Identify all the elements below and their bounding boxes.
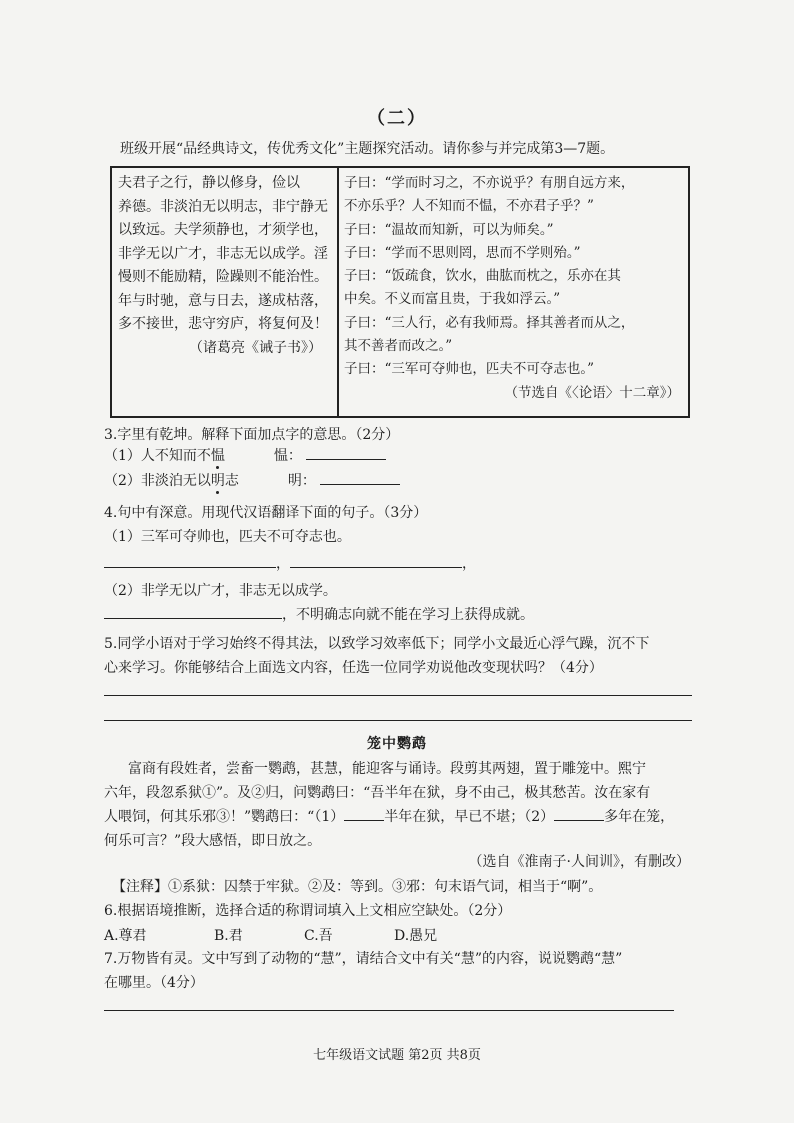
q3-item2-answer-blank[interactable] <box>320 470 400 485</box>
q6-stem: 6.根据语境推断，选择合适的称谓词填入上文相应空缺处。（2分） <box>104 903 512 919</box>
passage-line: 富商有段姓者，尝畜一鹦鹉，甚慧，能迎客与诵诗。段剪其两翅，置于雕笼中。熙宁 <box>128 761 646 777</box>
q3-item1-dotted-char: 愠 <box>210 448 225 464</box>
text-b-cell <box>344 172 684 405</box>
passage-blank-2[interactable] <box>554 806 604 821</box>
text-b-source: （节选自《〈论语〉十二章》） <box>504 384 680 401</box>
reading-table <box>110 166 690 418</box>
q7-line: 在哪里。（4分） <box>104 975 204 991</box>
text-a-line: 养德。非淡泊无以明志，非宁静无 <box>118 198 328 215</box>
q4-item2-answer-row <box>104 604 534 624</box>
q6-option-d[interactable]: D.愚兄 <box>394 928 438 944</box>
text-b-line: 子曰：“学而不思则罔，思而不学则殆。” <box>344 244 581 261</box>
text-b-line: 子曰：“饭疏食，饮水，曲肱而枕之，乐亦在其 <box>344 268 621 285</box>
q4-item1-answer-row <box>104 553 476 573</box>
q5-answer-line[interactable] <box>104 695 692 696</box>
q5-line: 心来学习。你能够结合上面选文内容，任选一位同学劝说他改变现状吗？（4分） <box>104 660 603 676</box>
passage-line-tail: 多年在笼， <box>604 809 675 825</box>
passage-title: 笼中鹦鹉 <box>367 736 427 752</box>
section-title: （二） <box>367 108 427 129</box>
q6-option-a[interactable]: A.尊君 <box>104 928 147 944</box>
q5-answer-line[interactable] <box>104 720 692 721</box>
passage-line-with-blanks <box>104 805 694 829</box>
q5-line: 5.同学小语对于学习始终不得其法，以致学习效率低下；同学小文最近心浮气躁，沉不下 <box>104 636 650 652</box>
text-b-line: 不亦乐乎？人不知而不愠，不亦君子乎？” <box>344 198 594 215</box>
text-a-source: （诸葛亮《诫子书》） <box>189 339 322 356</box>
text-b-line: 子曰：“三军可夺帅也，匹夫不可夺志也。” <box>344 361 595 378</box>
q6-option-c[interactable]: C.吾 <box>304 928 333 944</box>
text-a-line: 非学无以广才，非志无以成学。淫 <box>118 245 328 262</box>
q4-item1-sep: ， <box>276 556 290 572</box>
passage-line: 何乐可言？”段大感悟，即日放之。 <box>104 833 322 849</box>
passage-line-head: 人喂饲，何其乐邪③！”鹦鹉曰：“（1） <box>104 809 345 825</box>
text-a-line: 夫君子之行，静以修身，俭以 <box>118 175 300 191</box>
table-divider <box>337 168 339 416</box>
text-a-line: 年与时驰，意与日去，遂成枯落， <box>118 292 328 309</box>
passage-source: （选自《淮南子·人间训》，有删改） <box>468 854 690 870</box>
text-a-line: 以致远。夫学须静也，才须学也， <box>118 222 328 238</box>
q6-options <box>104 925 437 945</box>
text-b-line: 子曰：“温故而知新，可以为师矣。” <box>344 221 554 238</box>
q3-item1-text: （1）人不知而不 <box>104 448 211 464</box>
q4-item1-answer-blank[interactable] <box>290 553 462 568</box>
q4-item2: （2）非学无以广才，非志无以成学。 <box>104 583 337 599</box>
q4-item1-sep: ， <box>462 556 476 572</box>
q4-stem: 4.句中有深意。用现代汉语翻译下面的句子。（3分） <box>104 505 428 521</box>
q7-answer-line[interactable] <box>104 1010 674 1011</box>
q3-item1-label: 愠： <box>273 448 302 464</box>
q3-item2-dotted-char: 明 <box>210 473 225 489</box>
q3-item1 <box>104 445 386 465</box>
q4-item2-answer-blank[interactable] <box>104 604 282 619</box>
q3-item2-text: （2）非淡泊无以 <box>104 473 211 489</box>
text-a-cell <box>118 172 330 360</box>
page-footer: 七年级语文试题 第2页 共8页 <box>313 1048 481 1063</box>
q3-stem: 3.字里有乾坤。解释下面加点字的意思。（2分） <box>104 427 400 443</box>
text-a-line: 慢则不能励精，险躁则不能治性。 <box>118 269 328 285</box>
q4-item2-tail: ，不明确志向就不能在学习上获得成就。 <box>282 607 534 623</box>
text-a-line: 多不接世，悲守穷庐，将复何及！ <box>118 316 328 332</box>
text-b-line: 其不善者而改之。” <box>344 338 453 355</box>
text-b-line: 子曰：“学而时习之，不亦说乎？有朋自远方来， <box>344 175 635 191</box>
q4-item1-answer-blank[interactable] <box>104 553 276 568</box>
q3-item2-label: 明： <box>287 473 316 489</box>
passage-line: 六年，段忽系狱①”。及②归，问鹦鹉曰：“吾半年在狱，身不由己，极其愁苦。汝在家有 <box>104 785 651 801</box>
q4-item1: （1）三军可夺帅也，匹夫不可夺志也。 <box>104 529 351 545</box>
text-b-line: 中矣。不义而富且贵，于我如浮云。” <box>344 291 561 308</box>
passage-body <box>104 757 694 853</box>
q6-option-b[interactable]: B.君 <box>214 928 243 944</box>
passage-notes: 【注释】①系狱：囚禁于牢狱。②及：等到。③邪：句末语气词，相当于“啊”。 <box>112 879 603 895</box>
text-b-line: 子曰：“三人行，必有我师焉。择其善者而从之， <box>344 314 635 331</box>
q3-item1-answer-blank[interactable] <box>306 445 386 460</box>
activity-intro: 班级开展“品经典诗文，传优秀文化”主题探究活动。请你参与并完成第3—7题。 <box>120 141 615 157</box>
passage-line-mid: 半年在狱，早已不堪；（2） <box>384 809 555 825</box>
q7-line: 7.万物皆有灵。文中写到了动物的“慧”，请结合文中有关“慧”的内容，说说鹦鹉“慧” <box>104 951 623 967</box>
q3-item2 <box>104 470 400 490</box>
q3-item2-text-tail: 志 <box>224 473 239 489</box>
passage-blank-1[interactable] <box>344 806 384 821</box>
